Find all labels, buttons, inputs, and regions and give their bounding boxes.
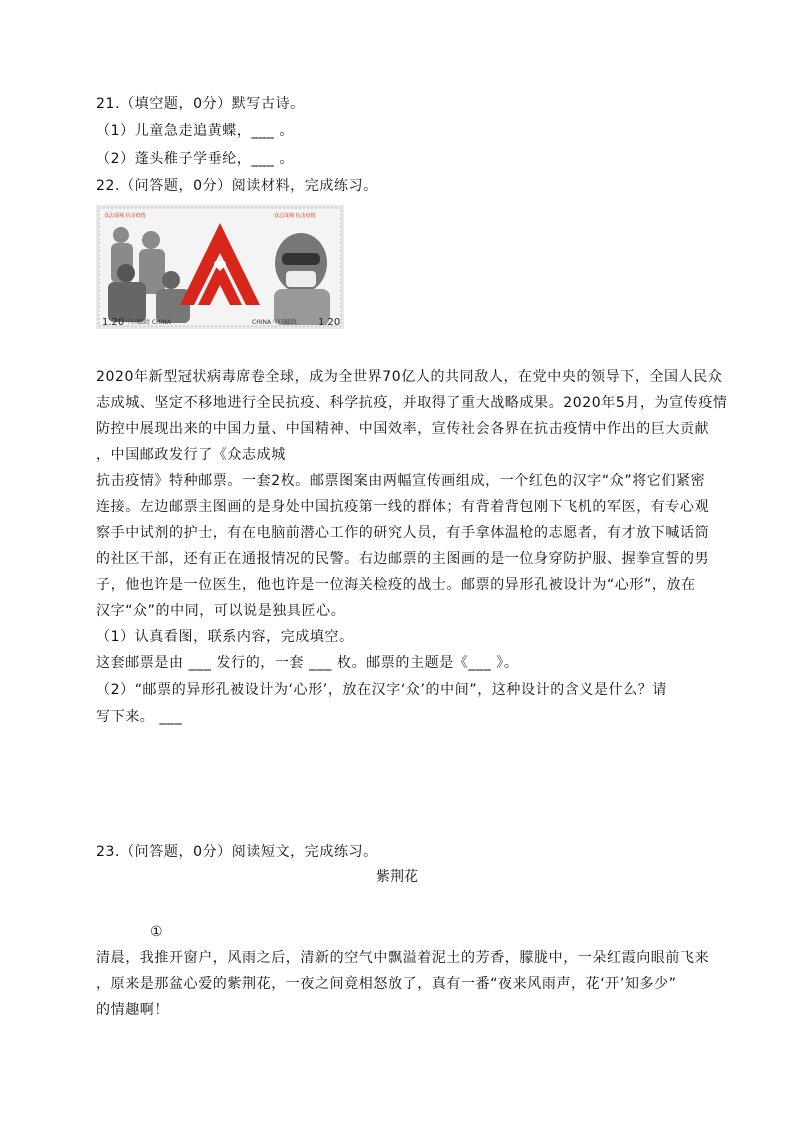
q22-sub1: （1）认真看图，联系内容，完成填空。 (96, 629, 354, 645)
q22-sub2-cont: 写下来。 ___ (96, 709, 183, 725)
passage-line: 察手中试剂的护士，有在电脑前潜心工作的研究人员，有手拿体温枪的志愿者，有才放下喊话筒 (96, 525, 710, 541)
passage-line: 的社区干部，还有正在通报情况的民警。右边邮票的主图画的是一位身穿防护服、握拳宣誓的男 (96, 551, 710, 567)
q23-heading: 23.（问答题，0分）阅读短文，完成练习。 (96, 844, 378, 860)
passage-line: ，中国邮政发行了《众志成城 (96, 447, 286, 463)
article-line: ，原来是那盆心爱的紫荆花，一夜之间竟相怒放了，真有一番“夜来风雨声，花‘开’知多少” (96, 976, 677, 992)
q22-heading: 22.（问答题，0分）阅读材料，完成练习。 (96, 178, 378, 194)
article-line: 的情趣啊！ (96, 1002, 169, 1018)
passage-line: 连接。左边邮票主图画的是身处中国抗疫第一线的群体；有背着背包刚下飞机的军医，有专心观 (96, 499, 710, 515)
paragraph-marker: ① (150, 924, 164, 940)
svg-text:1.20: 1.20 (102, 317, 125, 328)
svg-text:1.20: 1.20 (318, 317, 341, 328)
svg-text:中国邮政 CHINA: 中国邮政 CHINA (126, 319, 171, 326)
stamp-image (96, 205, 344, 329)
svg-text:CHINA 中国邮政: CHINA 中国邮政 (252, 319, 297, 326)
svg-text:众志成城 抗击疫情: 众志成城 抗击疫情 (104, 213, 146, 219)
passage-line: 2020年新型冠状病毒席卷全球，成为全世界70亿人的共同敌人，在党中央的领导下，全国人民众 (96, 369, 723, 385)
q22-sub1-fill: 这套邮票是由 ___ 发行的，一套 ___ 枚。邮票的主题是《___ 》。 (96, 655, 519, 671)
article-line: 清晨，我推开窗户，风雨之后，清新的空气中飘溢着泥土的芳香，朦胧中，一朵红霞向眼前飞来 (96, 950, 710, 966)
passage-line: 志成城、坚定不移地进行全民抗疫、科学抗疫，并取得了重大战略成果。2020年5月，为宣传疫情 (96, 395, 728, 411)
passage-line: 汉字“众”的中同，可以说是独具匠心。 (96, 603, 346, 619)
svg-text:众志成城 抗击疫情: 众志成城 抗击疫情 (274, 213, 316, 219)
q21-item-2: （2）蓬头稚子学垂纶，___ 。 (96, 151, 294, 167)
q21-item-1: （1）儿童急走追黄蝶，___ 。 (96, 123, 294, 139)
q21-heading: 21.（填空题，0分）默写古诗。 (96, 96, 305, 112)
passage-line: 子，他也许是一位医生，他也许是一位海关检疫的战士。邮票的异形孔被设计为“心形”，放在 (96, 577, 696, 593)
passage-line: 抗击疫情》特种邮票。一套2枚。邮票图案由两幅宣传画组成，一个红色的汉字“众”将它们紧密 (96, 473, 706, 489)
article-title: 紫荆花 (376, 869, 418, 885)
q22-sub2: （2）“邮票的异形孔被设计为‘心形’，放在汉字‘众’的中间”，这种设计的含义是什么？请 (96, 682, 668, 698)
passage-line: 防控中展现出来的中国力量、中国精神、中国效率，宣传社会各界在抗击疫情中作出的巨大贡献 (96, 421, 710, 437)
